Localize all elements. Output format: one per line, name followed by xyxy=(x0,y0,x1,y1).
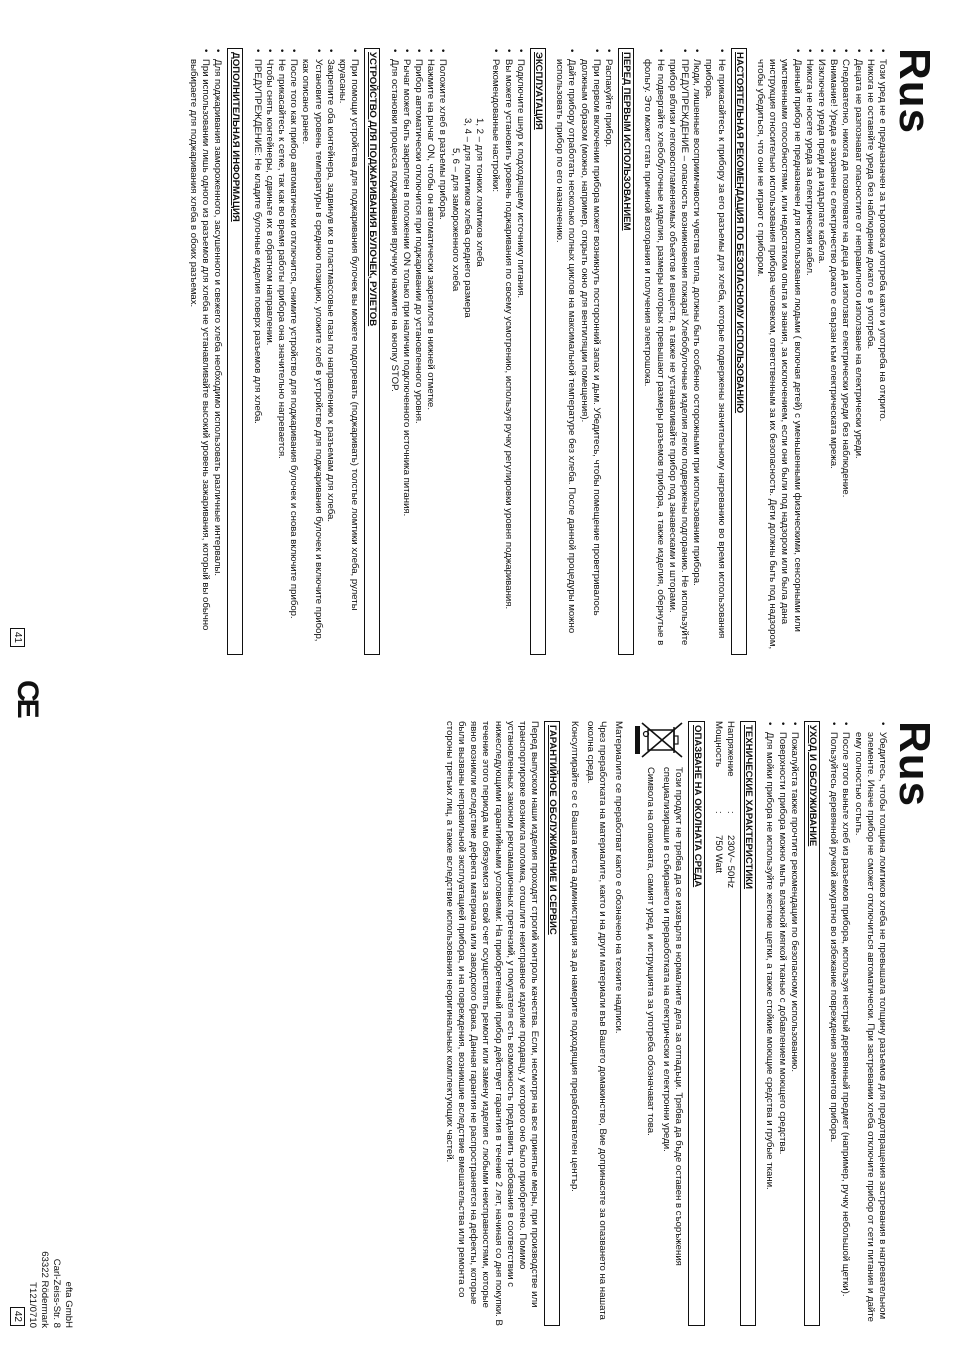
list-item: • Следователно, никога да позволявате на деца да използват електрически уреди без наблюдение. xyxy=(839,48,851,655)
list-item: • Установите уровень температуры в среднюю позицию, уложите хлеб в устройство для поджаривания булочек и включите прибор, как описано ранее. xyxy=(299,48,323,655)
list-item: • Пожалуйста также прочтите рекомендации по безопасному использованию. xyxy=(788,721,800,1326)
page-number: 42 xyxy=(10,1307,25,1326)
list-item: • Прибор автоматически отключится при поджаривании до установленного уровня. xyxy=(412,48,424,655)
section-heading-operation: ЭКСПЛУАТАЦИЯ xyxy=(530,48,546,655)
section-heading-bun-rack: УСТРОЙСТВО ДЛЯ ПОДЖАРИВАНИЯ БУЛОЧЕК, РУЛЕТОВ xyxy=(364,48,380,655)
list-item: • Поверхности прибора можно мыть влажной мягкой тканью с добавлением моющего средства. xyxy=(775,721,787,1326)
address-line: efta GmbH xyxy=(63,1281,74,1328)
language-heading: Rus xyxy=(890,721,939,808)
spec-key: Напряжение xyxy=(724,721,736,777)
list-item: • Закрепите оба контейнера, задвинув их в пластмассовые пазы по направлению к разъемам для хлеба. xyxy=(324,48,336,655)
address-line: Carl-Zeiss-Str. 8 xyxy=(51,1258,62,1328)
list-item: • Для остановки процесса поджаривания вручную нажмите на кнопку STOP. xyxy=(387,48,399,655)
setting-line: 5, 6 – для замороженного хлеба xyxy=(449,148,461,292)
list-item: • Дайте прибору отработать несколько полных циклов на максимальной температуре без хлеба. После данной процедуры можно использовать прибор по его назначению. xyxy=(553,48,577,655)
list-item: • После этого выньте хлеб из разъемов прибора, используя нестрый деревянный предмет (например, ручку небольшой щетки). xyxy=(839,721,851,1326)
page-41-column xyxy=(187,48,888,655)
first-use-list xyxy=(553,48,614,655)
list-item: • Никога не носете уреда за електрическия кабел. xyxy=(803,48,815,655)
section-heading-environment: ОПАЗВАНЕ НА ОКОЛНАТА СРЕДА xyxy=(688,721,704,1326)
paragraph: Този продукт не трябва да се изхвърля в нормалните дела за отпадъци. Трябва да бъде оставен в съоръжения специализираши в събирането и прераоботката на електрически и електронни уреди. xyxy=(661,767,685,1266)
list-item: • Децата не разпознават опасностите от неправилното използване на електрически уреди. xyxy=(851,48,863,655)
page-number: 41 xyxy=(10,628,25,647)
list-item: • При использовании лишь одного из разъемов для хлеба не устанавливайте высокий уровень зажаривания, который вы обычно выбираете для поджаривания хлеба в обоих разъемах. xyxy=(187,48,211,655)
intro-list xyxy=(754,48,888,655)
paragraph: Символа на опаковата, самият уред, и иструкцията за употреба обозначават това. xyxy=(644,767,656,1136)
bun-rack-list xyxy=(250,48,360,655)
ce-mark: CE xyxy=(11,680,44,716)
section-heading-additional-info: ДОПОЛНИТЕЛЬНАЯ ИНФОРМАЦИЯ xyxy=(227,48,243,655)
spec-value: 750 Watt xyxy=(712,835,724,874)
list-item: • Вы можете установить уровень поджаривания по своему усмотрению, используя ручку регулировки уровня поджаривания. xyxy=(501,48,513,655)
list-item: • Для поджаривания замороженного, засушенного и свежего хлеба необходимо использовать различные интервалы. xyxy=(211,48,223,655)
list-item: • Чтобы снять контейнеры, сдвиньте их в обратном направлении. xyxy=(263,48,275,655)
intro-list xyxy=(827,721,888,1326)
spec-value: 230V~ 50Hz xyxy=(724,835,736,889)
care-list xyxy=(763,721,800,1326)
setting-line: 1, 2 – для тонких ломтиков хлеба xyxy=(474,118,486,267)
list-item: • Рычаг может быть закреплен в положении ON только при наличии подключенного источника питания. xyxy=(400,48,412,655)
language-heading: Rus xyxy=(890,48,939,135)
list-item: • Распакуйте прибор. xyxy=(602,48,614,655)
spec-row xyxy=(724,721,736,1326)
list-item: • Рекомендованные настройки: xyxy=(489,48,501,655)
safety-list xyxy=(641,48,726,655)
operation-list xyxy=(489,48,526,655)
additional-info-list xyxy=(187,48,224,655)
section-heading-safety: НАСТОЯТЕЛЬНАЯ РЕКОМЕНДАЦИЯ ПО БЕЗОПАСНОМУ ИСПОЛЬЗОВАНИЮ xyxy=(731,48,747,655)
warranty-text: Перед выпуском наши изделия проходят строгий контроль качества. Если, несмотря на все принятые меры, при производстве или транспортировке возникла поломка, отошлите неисправное изделие продавцу, у которого оно было приобретено. Помимо установленных законом рекламационных претензий, у покупателя есть возможность предъявить требования в соответствии с нижеследующими гарантийными условиями: На приобретенный прибор действует гарантия в течение 2 лет, начиная со дня покупки. В течение этого периода мы обязуемся за свой счет осуществлять ремонт или замену изделия с любыми неисправностями, которые явно возникли вследствие дефекта материала или заводского брака. Данная гарантия не распространяется на дефекты, которые были вызваны неправильной эксплуатацией прибора, и на повреждения, возникшие вследствие вмешательства или ремонта со стороны третьих лиц, а также вследствие использования неоригинальных комплектующих частей. xyxy=(443,721,541,1326)
list-item: • Изключете уреда преди да издърпате кабела. xyxy=(815,48,827,655)
address-line: T121/0710 xyxy=(27,1282,38,1328)
paragraph: Чрез преработката на материалите, както и на други материали във Вашето домакинство, Вие допринасяте за опазването на нашата околна среда. xyxy=(584,721,608,1320)
list-item: • Положите хлеб в разъемы прибора. xyxy=(436,48,448,655)
list-item: • Този уред не е предназначен за търговска употреба както и употреба на открито. xyxy=(876,48,888,655)
list-item: • При первом включении прибора может возникнуть посторонний запах и дым. Убедитесь, чтобы помещение проветривалось должным образом (можно, например, открыть окно для вентиляции помещения). xyxy=(577,48,601,655)
list-item: • При помощи устройства для поджаривания булочек вы можете подогревать (поджаривать) толстые ломтики хлеба, рулеты круасаны. xyxy=(336,48,360,655)
spec-key: Мощность xyxy=(712,721,724,768)
paragraph: Консултирайте се с Вашата места администрация за да намерите подходящия преработвателен център. xyxy=(568,721,580,1192)
list-item: • Люди, лишенные восприимчивости чувства тепла, должны быть особенно осторожными при использовании прибора. xyxy=(690,48,702,655)
spec-separator: : xyxy=(712,811,724,814)
list-item: • Никога не оставяйте уреда без наблюдение докато е в употреба. xyxy=(864,48,876,655)
list-item: • Внимание! Уреда е захранен с електричество докато е свързан към електрическата мрежа. xyxy=(827,48,839,655)
list-item: • Для мойки прибора не используйте жесткие щетки, а также стойкие моющие средства и грубые ткани. xyxy=(763,721,775,1326)
list-item: • Нажмите на рычаг ON, чтобы он автоматически закрепился в нижней отметке. xyxy=(424,48,436,655)
list-item: • После того как прибор автоматически отключится, снимите устройство для поджаривания булочек и снова включите прибор. xyxy=(287,48,299,655)
spec-row xyxy=(712,721,724,1326)
list-item: • Не прикасайтесь к прибору за его разъемы для хлеба, которые подвержены значительному нагреванию во время использования прибора. xyxy=(702,48,726,655)
page-42-column xyxy=(443,721,888,1326)
crossed-bin-icon xyxy=(630,721,684,767)
setting-line: 3, 4 – для ломтиков хлеба среднего размера xyxy=(461,118,473,318)
manufacturer-address xyxy=(26,1251,74,1328)
spec-separator: : xyxy=(724,811,736,814)
list-item: • Не прикасайтесь к сетке, так как во время работы прибора она значительно нагревается. xyxy=(275,48,287,655)
page-42 xyxy=(0,675,954,1350)
section-heading-specs: ТЕХНИЧЕСКИЕ ХАРАКТЕРИСТИКИ xyxy=(740,721,756,1326)
section-heading-care: УХОД И ОБСЛУЖИВАНИЕ xyxy=(804,721,820,1326)
list-item: • ПРЕДУПРЕЖДЕНИЕ: Не кладите булочные изделия поверх разъемов для хлеба. xyxy=(250,48,262,655)
section-heading-first-use: ПЕРЕД ПЕРВЫМ ИСПОЛЬЗОВАНИЕМ xyxy=(618,48,634,655)
weee-block xyxy=(630,721,684,1326)
section-heading-warranty: ГАРАНТИЙНОЕ ОБСЛУЖИВАНИЕ И СЕРВИС xyxy=(544,721,560,1326)
list-item: • ПРЕДУПРЕЖДЕНИЕ – опасность возникновения пожара! Хлебобулочные изделия легко подвержены подгоранию. Не используйте прибор вблизи легковоспламеняемых объектов и веществ, а также не устанавливайте прибор под занавесками и шторами. xyxy=(666,48,690,655)
list-item: • Данный прибор не предназначен для использования людьми ( включая детей) с уменьшенными физическими, сенсорными или умственными способностями, или недостатком опыта и знания, за исключением, если они были под надзором или была дана инструкция относительно использования прибора человеком, ответственным за их безопасность. Дети должны быть под надзором, чтобы убедиться, что они не играют с прибором. xyxy=(754,48,803,655)
list-item: • Не подвергайте хлебобулочные изделия, размеры которых превышают размеры разъемов прибора, а также изделия, обернутые в фольгу. Это может стать причиной возгорания и получения электрошока. xyxy=(641,48,665,655)
operation-list-2 xyxy=(387,48,448,655)
address-line: 63322 Rödermark xyxy=(39,1251,50,1328)
list-item: • Убедитесь, чтобы толщина ломтиков хлеба не превышала толщину разъемов для предотвращения застревания в нагревательном элементе. Иначе прибор не сможет отключиться автоматически. При застревании хлеба отключите прибор от сети питания и дайте ему полностью остыть. xyxy=(851,721,888,1326)
paragraph: Материалите се преработват както е обозначено на техните надписи. xyxy=(613,721,625,1034)
weee-text xyxy=(640,767,685,1326)
list-item: • Пользуйтесь деревянной ручкой аккуратно во избежание повреждения элементов прибора. xyxy=(827,721,839,1326)
list-item: • Подключите шнур к подходящему источнику питания. xyxy=(514,48,526,655)
